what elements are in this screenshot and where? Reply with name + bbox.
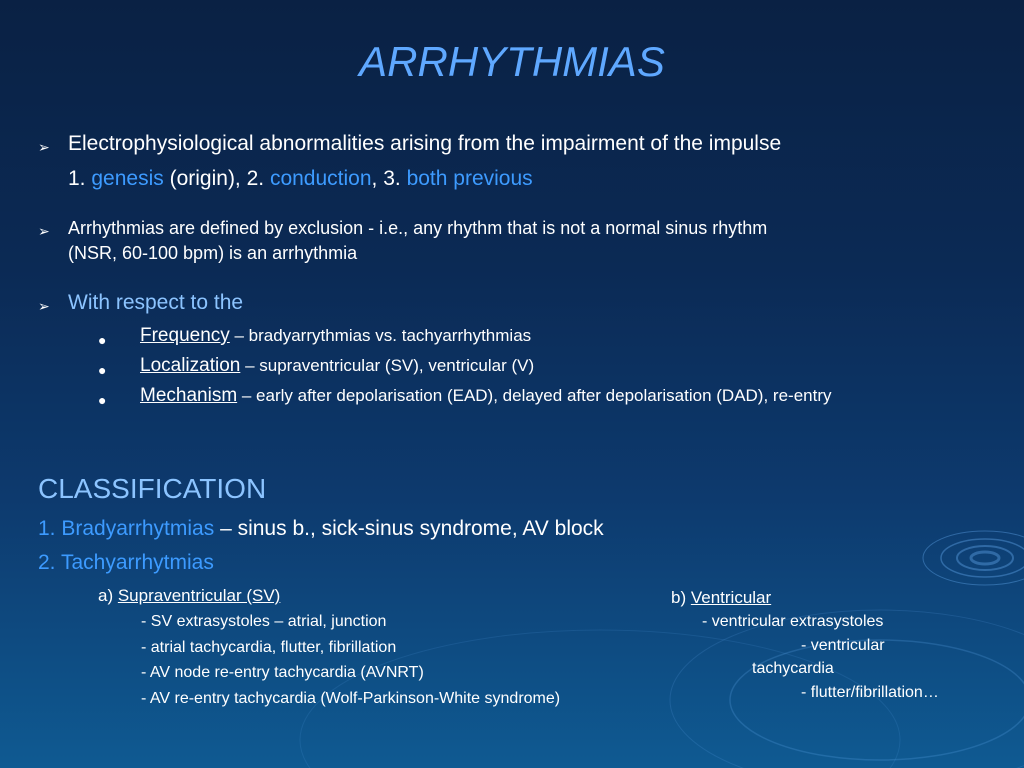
sub-bullet-mechanism: Mechanism – early after depolarisation (EAD), delayed after depolarisation (DAD), re-entry xyxy=(140,385,832,406)
v-item-2-cont: tachycardia xyxy=(752,660,834,677)
bullet-arrow-icon: ➢ xyxy=(38,298,50,314)
sv-item-3: - AV node re-entry tachycardia (AVNRT) xyxy=(141,664,424,681)
sv-item-1: - SV extrasystoles – atrial, junction xyxy=(141,613,387,630)
v-item-2: - ventricular xyxy=(801,637,885,654)
bullet-3-text: With respect to the xyxy=(68,291,244,314)
sub-bullet-localization: Localization – supraventricular (SV), ventricular (V) xyxy=(140,355,535,376)
bullet-2-line-1: Arrhythmias are defined by exclusion - i.e., any rhythm that is not a normal sinus rhythm xyxy=(68,218,768,238)
ventricular-heading: b) Ventricular xyxy=(671,588,772,607)
tachyarrhythmias-line: 2. Tachyarrhytmias xyxy=(38,551,214,574)
v-item-1: - ventricular extrasystoles xyxy=(702,613,884,630)
bullet-arrow-icon: ➢ xyxy=(38,223,50,239)
slide-title: ARRHYTHMIAS xyxy=(359,38,665,85)
bullet-1-line-1: Electrophysiological abnormalities arising from the impairment of the impulse xyxy=(68,132,782,155)
bradyarrhythmias-line: 1. Bradyarrhytmias – sinus b., sick-sinus syndrome, AV block xyxy=(38,517,604,540)
sub-bullet-dot-icon: ● xyxy=(98,332,107,348)
supraventricular-heading: a) Supraventricular (SV) xyxy=(98,586,281,605)
classification-heading: CLASSIFICATION xyxy=(38,473,267,504)
sv-item-4: - AV re-entry tachycardia (Wolf-Parkinson-White syndrome) xyxy=(141,690,561,707)
v-item-3: - flutter/fibrillation… xyxy=(801,684,939,701)
sub-bullet-frequency: Frequency – bradyarrythmias vs. tachyarrhythmias xyxy=(140,325,532,346)
sv-item-2: - atrial tachycardia, flutter, fibrillation xyxy=(141,639,397,656)
bullet-arrow-icon: ➢ xyxy=(38,139,50,155)
bullet-2-line-2: (NSR, 60-100 bpm) is an arrhythmia xyxy=(68,243,358,263)
bullet-1-line-2: 1. genesis (origin), 2. conduction, 3. both previous xyxy=(68,167,533,190)
sub-bullet-dot-icon: ● xyxy=(98,362,107,378)
sub-bullet-dot-icon: ● xyxy=(98,392,107,408)
